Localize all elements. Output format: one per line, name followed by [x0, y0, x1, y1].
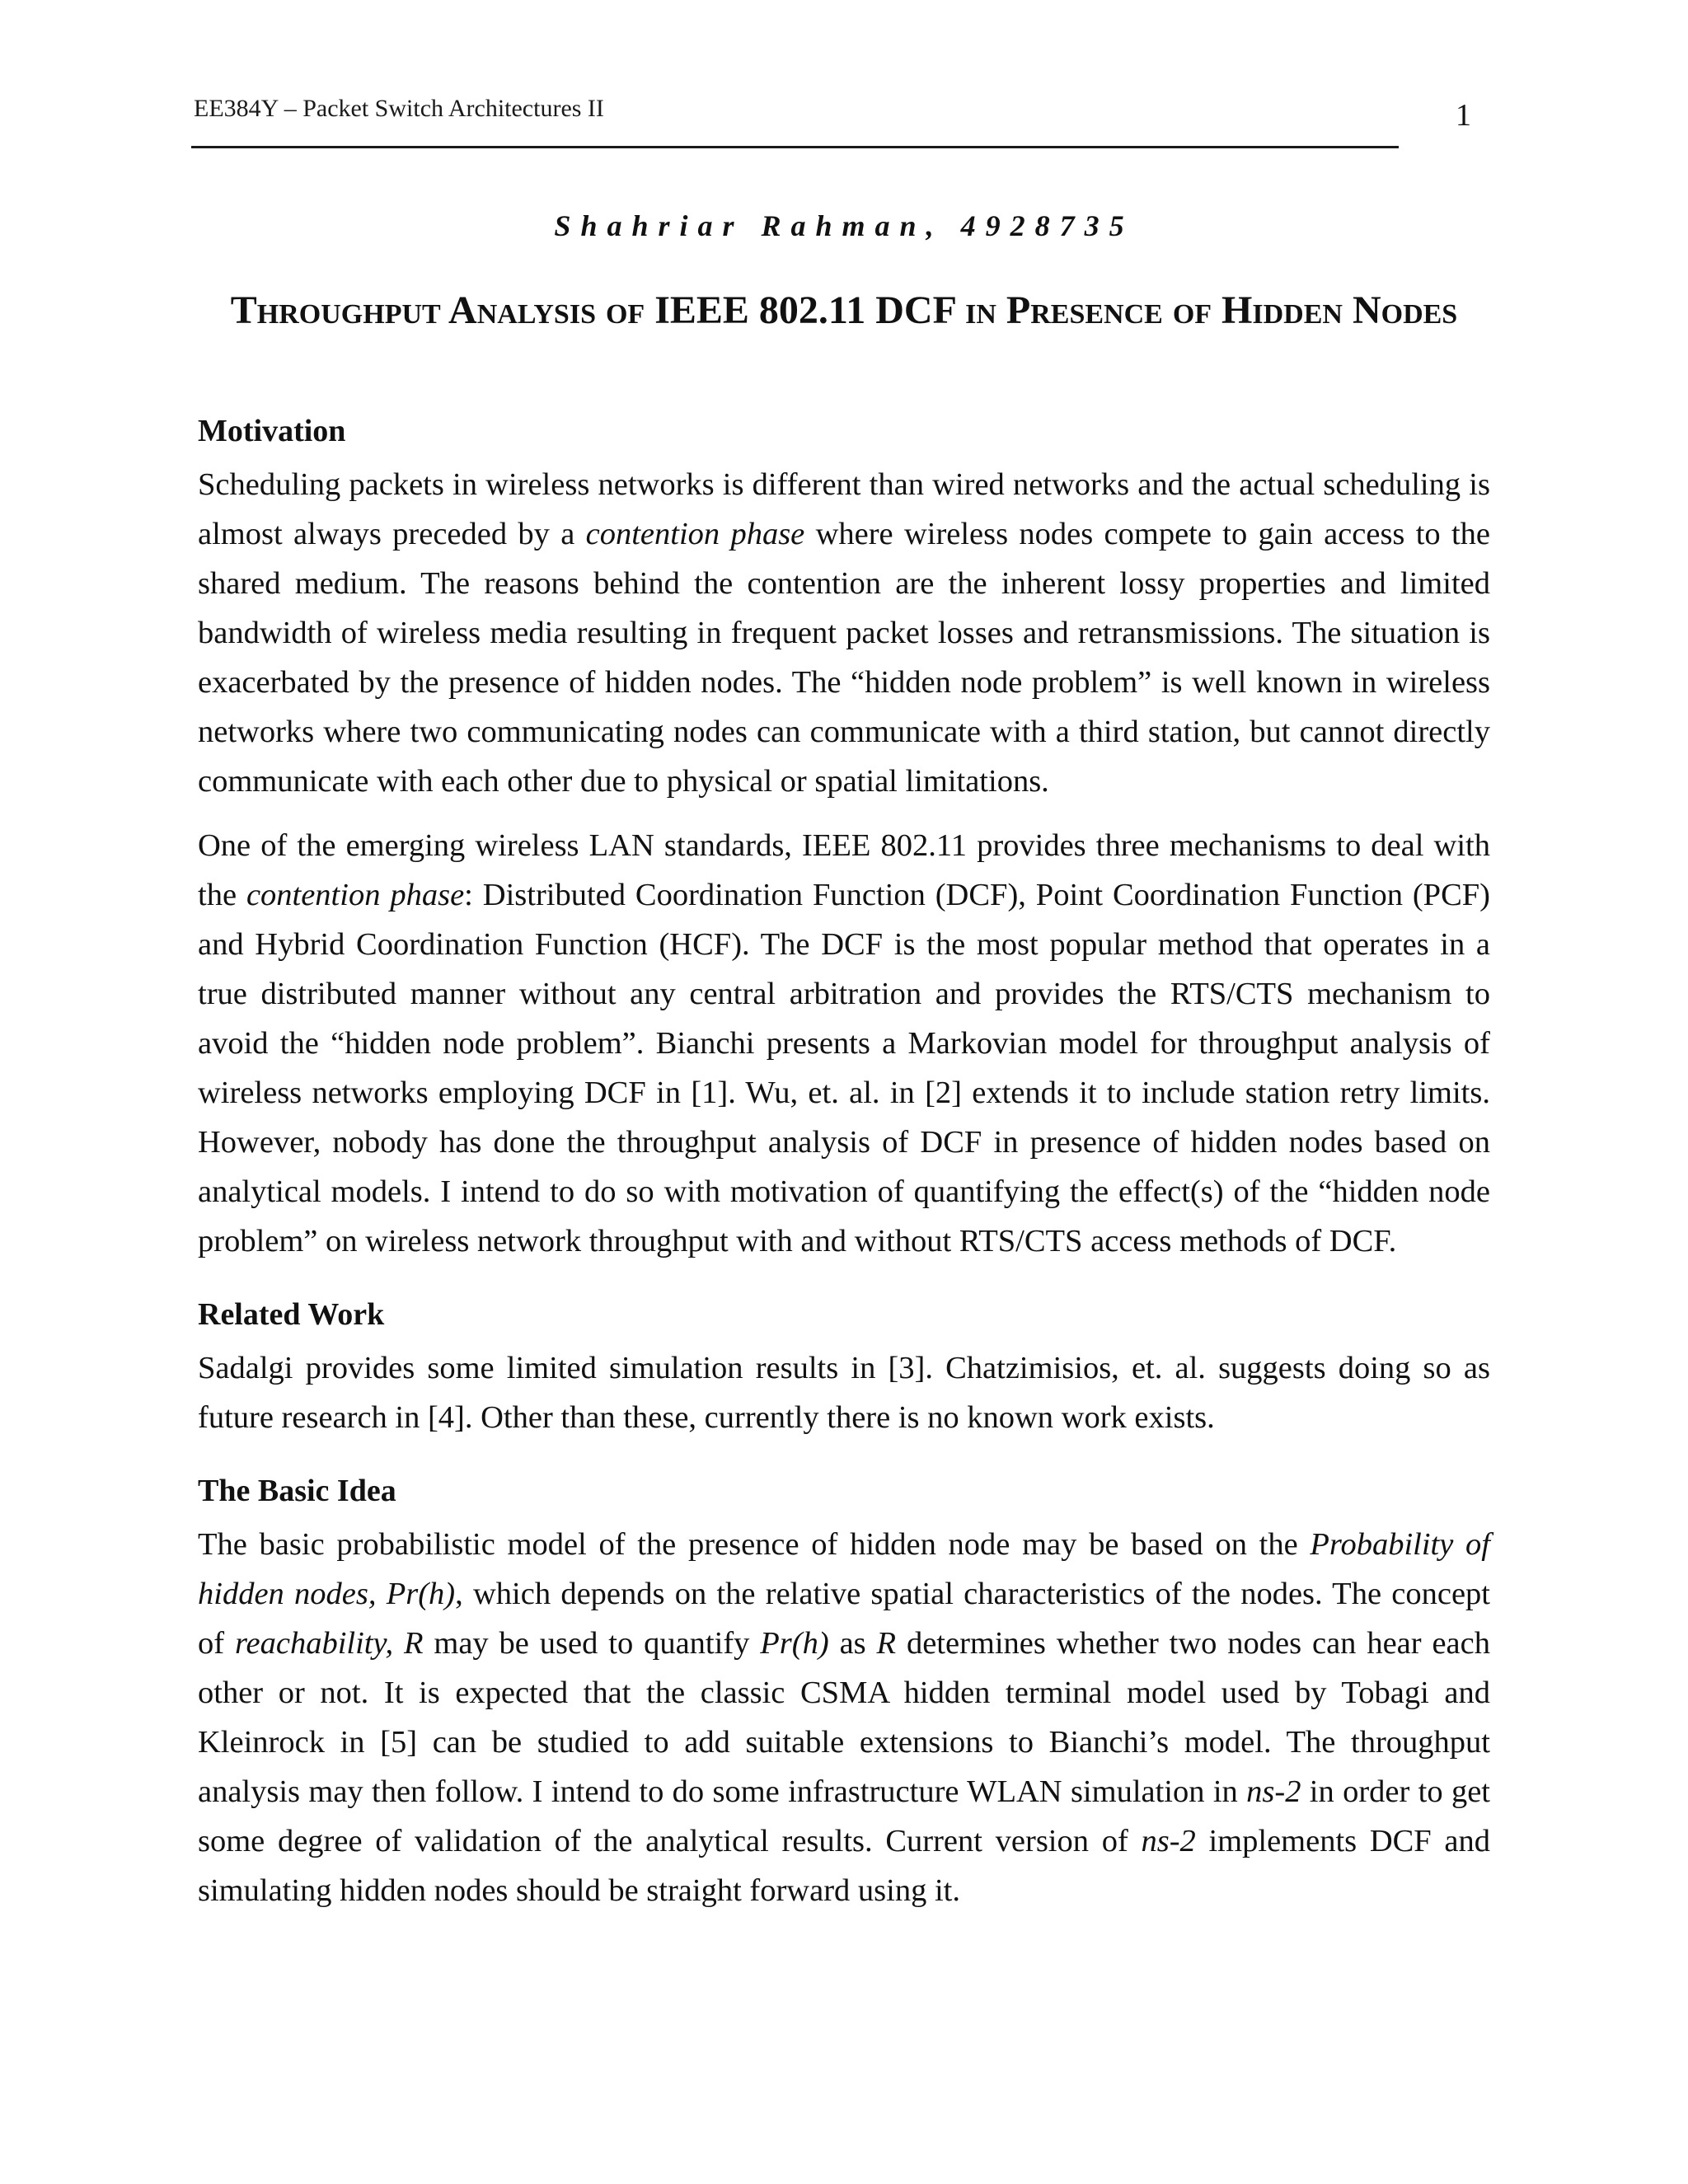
- running-header: EE384Y – Packet Switch Architectures II: [194, 95, 604, 122]
- section-heading-motivation: Motivation: [198, 414, 346, 448]
- related-work-paragraph: Sadalgi provides some limited simulation results in [3]. Chatzimisios, et. al. suggests doing so as future research in [4]. Other than these, currently there is no known work exists.: [198, 1351, 1490, 1435]
- motivation-paragraph-2: One of the emerging wireless LAN standards, IEEE 802.11 provides three mechanisms to deal with the contention phase: Distributed Coordination Function (DCF), Point Coordination Function (PCF) and Hybrid Coordination Function (HCF). The DCF is the most popular method that operates in a true distributed manner without any central arbitration and provides the RTS/CTS mechanism to avoid the “hidden node problem”. Bianchi presents a Markovian model for throughput analysis of wireless networks employing DCF in [1]. Wu, et. al. in [2] extends it to include station retry limits. However, nobody has done the throughput analysis of DCF in presence of hidden nodes based on analytical models. I intend to do so with motivation of quantifying the effect(s) of the “hidden node problem” on wireless network throughput with and without RTS/CTS access methods of DCF.: [198, 828, 1490, 1258]
- author-line: Shahriar Rahman, 4928735: [554, 209, 1134, 242]
- page-number: 1: [1456, 98, 1471, 133]
- section-heading-basic-idea: The Basic Idea: [198, 1474, 396, 1508]
- emphasis-text: contention phase: [585, 517, 805, 551]
- paper-title: Throughput Analysis of IEEE 802.11 DCF in Presence of Hidden Nodes: [230, 288, 1458, 332]
- paper-body: [198, 410, 1490, 1915]
- emphasis-text: contention phase: [246, 878, 465, 912]
- motivation-paragraph-1: Scheduling packets in wireless networks is different than wired networks and the actual scheduling is almost always preceded by a contention phase where wireless nodes compete to gain access to the shared medium. The reasons behind the contention are the inherent lossy properties and limited bandwidth of wireless media resulting in frequent packet losses and retransmissions. The situation is exacerbated by the presence of hidden nodes. The “hidden node problem” is well known in wireless networks where two communicating nodes can communicate with a third station, but cannot directly communicate with each other due to physical or spatial limitations.: [198, 467, 1491, 799]
- section-heading-related-work: Related Work: [198, 1297, 385, 1332]
- header-divider: [191, 146, 1399, 148]
- basic-idea-paragraph: The basic probabilistic model of the presence of hidden node may be based on the Probability of hidden nodes, Pr(h), which depends on the relative spatial characteristics of the nodes. The concept of reachability, R may be used to quantify Pr(h) as R determines whether two nodes can hear each other or not. It is expected that the classic CSMA hidden terminal model used by Tobagi and Kleinrock in [5] can be studied to add suitable extensions to Bianchi’s model. The throughput analysis may then follow. I intend to do some infrastructure WLAN simulation in ns-2 in order to get some degree of validation of the analytical results. Current version of ns-2 implements DCF and simulating hidden nodes should be straight forward using it.: [198, 1527, 1490, 1908]
